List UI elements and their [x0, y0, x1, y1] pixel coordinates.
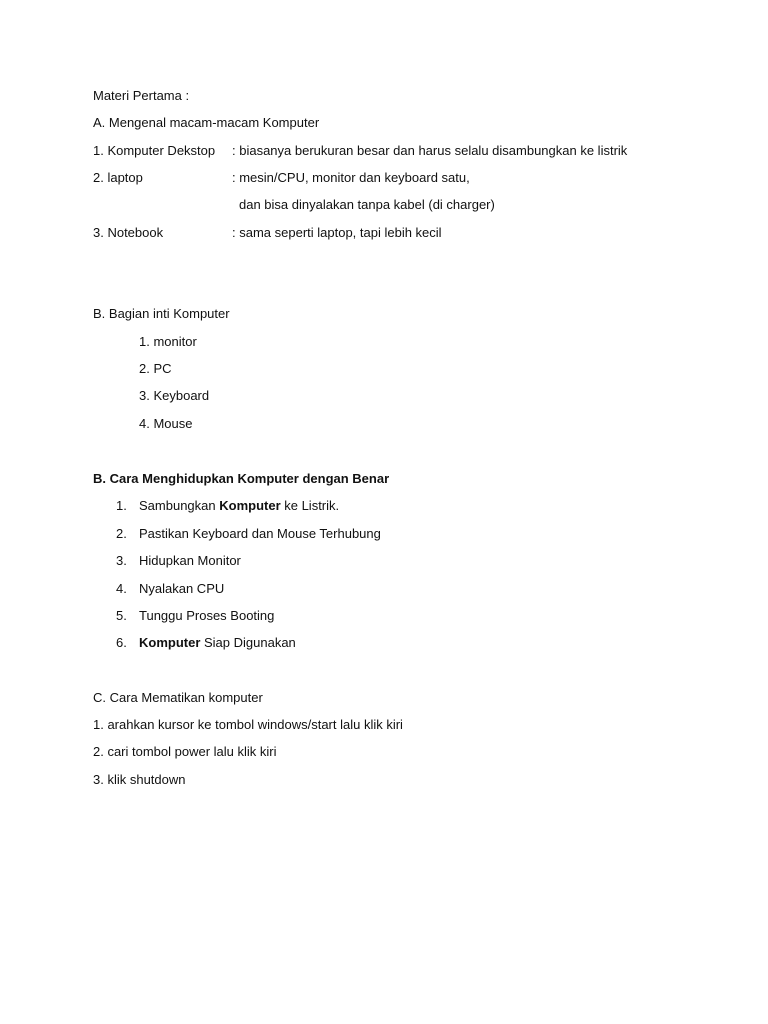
step-text	[139, 498, 339, 514]
step-text-plain: Sambungkan	[139, 498, 220, 513]
step-number: 6.	[116, 635, 127, 650]
list-item: 1. arahkan kursor ke tombol windows/start lalu klik kiri	[93, 717, 403, 732]
section-a-term: 2. laptop	[93, 170, 143, 185]
step-text-plain: Nyalakan CPU	[139, 581, 225, 596]
section-a-term: 1. Komputer Dekstop	[93, 143, 216, 158]
document-heading: Materi Pertama :	[93, 88, 190, 103]
list-item: 2. cari tombol power lalu klik kiri	[93, 744, 277, 759]
step-text	[139, 635, 296, 651]
step-text-plain: Siap Digunakan	[200, 635, 296, 650]
section-a-desc: : sama seperti laptop, tapi lebih kecil	[232, 225, 442, 240]
section-c-title: C. Cara Mematikan komputer	[93, 690, 263, 705]
section-b-parts-title: B. Bagian inti Komputer	[93, 306, 230, 321]
step-text	[139, 581, 224, 597]
step-number: 1.	[116, 498, 127, 513]
step-text-bold: Komputer	[219, 498, 281, 513]
step-text-plain: Pastikan Keyboard dan Mouse Terhubung	[139, 526, 381, 541]
list-item: 1. monitor	[139, 334, 197, 349]
section-b-start-title: B. Cara Menghidupkan Komputer dengan Benar	[93, 471, 390, 486]
step-number: 4.	[116, 581, 127, 596]
list-item: 4. Mouse	[139, 416, 193, 431]
list-item: 2. PC	[139, 361, 172, 376]
step-text	[139, 553, 241, 569]
step-number: 5.	[116, 608, 127, 623]
step-text	[139, 608, 274, 624]
section-a-term: 3. Notebook	[93, 225, 164, 240]
list-item: 3. klik shutdown	[93, 772, 186, 787]
section-a-desc-continuation: dan bisa dinyalakan tanpa kabel (di charger)	[239, 197, 495, 212]
step-text-plain: Hidupkan Monitor	[139, 553, 241, 568]
section-a-desc: : biasanya berukuran besar dan harus selalu disambungkan ke listrik	[232, 143, 628, 158]
section-a-desc: : mesin/CPU, monitor dan keyboard satu,	[232, 170, 470, 185]
step-number: 2.	[116, 526, 127, 541]
step-number: 3.	[116, 553, 127, 568]
list-item: 3. Keyboard	[139, 388, 210, 403]
section-a-title: A. Mengenal macam-macam Komputer	[93, 115, 320, 130]
step-text	[139, 526, 381, 542]
step-text-plain: Tunggu Proses Booting	[139, 608, 275, 623]
step-text-bold: Komputer	[139, 635, 201, 650]
step-text-plain: ke Listrik.	[280, 498, 340, 513]
